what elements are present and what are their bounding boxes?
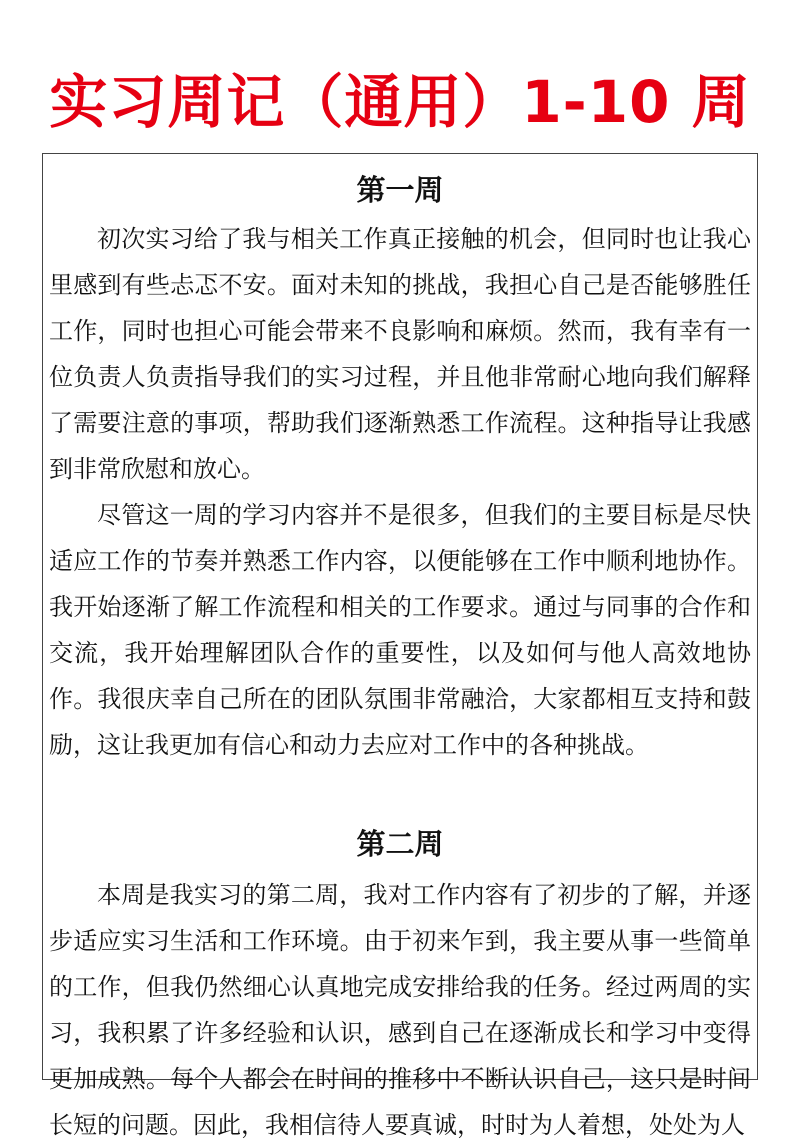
week-1-paragraph-1: 初次实习给了我与相关工作真正接触的机会，但同时也让我心里感到有些忐忑不安。面对未知的挑战，我担心自己是否能够胜任工作，同时也担心可能会带来不良影响和麻烦。然而，我有幸有一位负责人负责指导我们的实习过程，并且他非常耐心地向我们解释了需要注意的事项，帮助我们逐渐熟悉工作流程。这种指导让我感到非常欣慰和放心。 <box>49 225 751 483</box>
content-box <box>42 153 758 1139</box>
week-2-paragraph-1: 本周是我实习的第二周，我对工作内容有了初步的了解，并逐步适应实习生活和工作环境。由于初来乍到，我主要从事一些简单的工作，但我仍然细心认真地完成安排给我的任务。经过两周的实习，我积累了许多经验和认识，感到自己在逐渐成长和学习中变得更加成熟。每个人都会在时间的推移中不断认识自己，这只是时间长短的问题。因此，我相信待人要真诚，时时为人着想，处处为人 <box>49 881 751 1139</box>
week-1-paragraph-2: 尽管这一周的学习内容并不是很多，但我们的主要目标是尽快适应工作的节奏并熟悉工作内容，以便能够在工作中顺利地协作。我开始逐渐了解工作流程和相关的工作要求。通过与同事的合作和交流，我开始理解团队合作的重要性，以及如何与他人高效地协作。我很庆幸自己所在的团队氛围非常融洽，大家都相互支持和鼓励，这让我更加有信心和动力去应对工作中的各种挑战。 <box>49 501 751 759</box>
week-1-heading: 第一周 <box>356 173 444 207</box>
document-title: 实习周记（通用）1-10 周 <box>49 68 751 136</box>
week-2-heading: 第二周 <box>356 827 444 861</box>
